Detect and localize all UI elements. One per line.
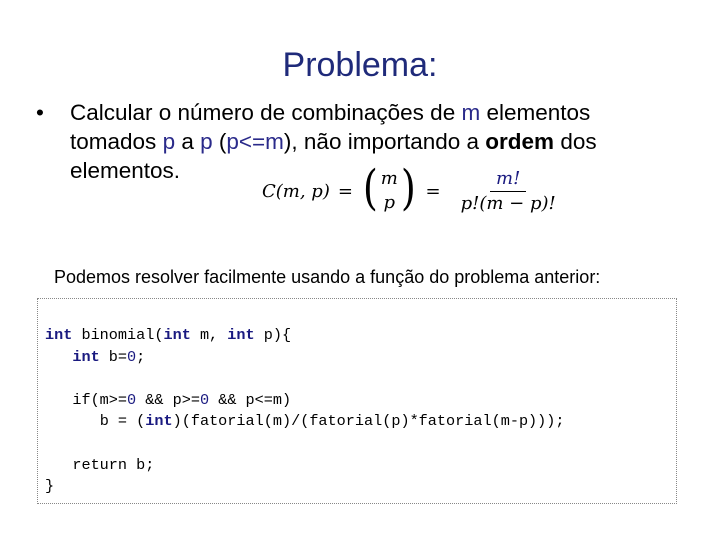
number-literal: 0 xyxy=(199,390,210,409)
keyword-int: int xyxy=(45,326,73,344)
code-token: binomial( xyxy=(72,326,164,344)
binom-top: m xyxy=(380,168,398,189)
keyword-int: int xyxy=(227,326,255,344)
subheading: Podemos resolver facilmente usando a função do problema anterior: xyxy=(54,267,601,287)
binomial-coefficient xyxy=(381,167,398,215)
bullet-text-part: elementos tomados xyxy=(70,100,591,154)
code-token: b= xyxy=(99,347,128,366)
bullet-text-part: ), não importando a xyxy=(283,129,486,154)
closing-brace: } xyxy=(45,477,55,496)
code-token: p){ xyxy=(254,326,292,344)
code-block xyxy=(37,298,677,504)
condition-text: p<=m xyxy=(226,129,284,154)
combination-formula xyxy=(262,162,560,220)
variable-p: p xyxy=(200,129,213,154)
bullet-dot: • xyxy=(36,100,44,125)
code-token: b = ( xyxy=(99,412,146,431)
code-text xyxy=(45,325,565,498)
left-paren: ( xyxy=(362,160,378,216)
bullet-text-part: a xyxy=(175,129,201,154)
code-token: m, xyxy=(190,326,228,344)
return-statement: return b; xyxy=(72,455,155,474)
code-token: if(m>= xyxy=(72,390,128,409)
ordem-bold: ordem xyxy=(485,129,555,154)
fraction-denominator: p!(m − p)! xyxy=(460,192,556,214)
code-token: && p>= xyxy=(136,390,200,409)
slide-title: Problema: xyxy=(282,46,438,84)
bullet-text-part: dos elementos. xyxy=(70,129,597,183)
formula-lhs: C(m, p) xyxy=(262,180,330,202)
right-paren: ) xyxy=(400,160,416,216)
code-token: ; xyxy=(136,347,146,366)
equals-sign: = xyxy=(425,180,441,202)
keyword-int: int xyxy=(163,326,191,344)
keyword-int: int xyxy=(145,412,173,431)
variable-p: p xyxy=(162,129,176,154)
binom-bottom: p xyxy=(383,192,395,213)
number-literal: 0 xyxy=(127,390,137,409)
variable-m: m xyxy=(461,100,481,125)
fraction-numerator: m! xyxy=(490,167,526,192)
bullet-text-part: ( xyxy=(212,129,227,154)
bullet-text-part: Calcular o número de combinações de xyxy=(70,100,462,125)
keyword-int: int xyxy=(72,347,100,366)
equals-sign: = xyxy=(337,180,353,202)
code-token: )(fatorial(m)/(fatorial(p)*fatorial(m-p))); xyxy=(172,412,565,431)
number-literal: 0 xyxy=(127,347,137,366)
code-token: && p<=m) xyxy=(209,390,292,409)
factorial-fraction xyxy=(457,167,560,216)
